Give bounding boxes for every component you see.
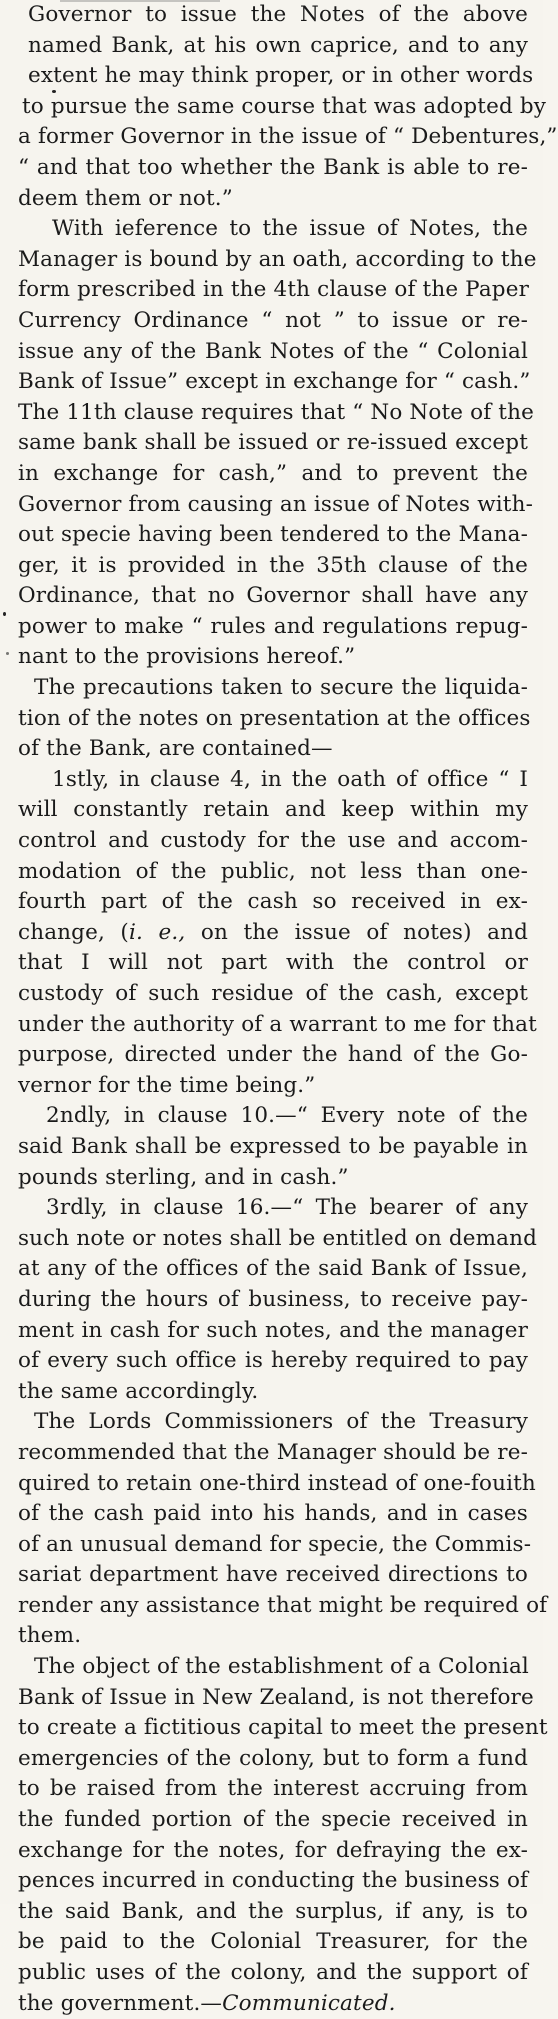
text-line: of an unusual demand for specie, the Commis- xyxy=(18,1531,532,1557)
text-line: said Bank shall be expressed to be payable in xyxy=(18,1133,528,1159)
text-line: ger, it is provided in the 35th clause of the xyxy=(18,552,528,578)
text-line: modation of the public, not less than one- xyxy=(18,858,528,884)
text-line: ment in cash for such notes, and the manager xyxy=(18,1317,528,1343)
text-line: the funded portion of the specie received in xyxy=(18,1807,528,1833)
text-line: to be raised from the interest accruing from xyxy=(18,1776,528,1802)
text-line: Governor to issue the Notes of the above xyxy=(28,2,528,27)
text-line: extent he may think proper, or in other words xyxy=(28,63,534,89)
ie-italic: i. e., xyxy=(128,919,186,945)
text-line: the same accordingly. xyxy=(18,1378,259,1404)
text-line: tion of the notes on presentation at the offices xyxy=(18,705,531,731)
text-line: Bank of Issue” except in exchange for “ cash.” xyxy=(18,369,531,395)
text-line: With ieference to the issue of Notes, the xyxy=(52,216,528,242)
text-line: The precautions taken to secure the liquida- xyxy=(34,675,528,701)
text-line: same bank shall be issued or re-issued except xyxy=(18,430,528,456)
text-line: deem them or not.” xyxy=(18,185,233,211)
text-line: Ordinance, that no Governor shall have any xyxy=(18,583,528,609)
text-line: purpose, directed under the hand of the Go- xyxy=(18,1042,528,1068)
text-line: them. xyxy=(18,1623,82,1649)
text-line: recommended that the Manager should be re- xyxy=(18,1439,528,1465)
text-line: 1stly, in clause 4, in the oath of office “ I xyxy=(52,766,528,792)
text-line: The object of the establishment of a Colonial xyxy=(34,1654,529,1680)
text-line: custody of such residue of the cash, except xyxy=(18,981,528,1006)
text-line: form prescribed in the 4th clause of the Paper xyxy=(18,277,530,303)
text-line: sariat department have received directions to xyxy=(18,1562,528,1588)
text-line: “ and that too whether the Bank is able to re- xyxy=(18,154,528,180)
text-line: pounds sterling, and in cash.” xyxy=(18,1164,349,1190)
text-line: Currency Ordinance “ not ” to issue or re- xyxy=(18,307,528,333)
text-line: public uses of the colony, and the support of xyxy=(18,1960,528,1985)
text-line: that I will not part with the control or xyxy=(18,950,528,976)
final-line-text: the government.— xyxy=(18,1990,223,2016)
text-line: render any assistance that might be required of xyxy=(18,1592,548,1618)
text-line: of every such office is hereby required to pay xyxy=(18,1348,528,1374)
text-line: of the Bank, are contained— xyxy=(18,736,333,762)
text-line-final xyxy=(18,1989,528,2019)
text-line: during the hours of business, to receive pay- xyxy=(18,1286,528,1312)
text-line: issue any of the Bank Notes of the “ Colonial xyxy=(18,338,528,364)
text-line-italic-ie: change, (i. e., on the issue of notes) and xyxy=(18,919,528,945)
text-line: vernor for the time being.” xyxy=(18,1072,316,1098)
text-line: a former Governor in the issue of “ Debentures,” xyxy=(18,124,558,150)
text-line: such note or notes shall be entitled on demand xyxy=(18,1225,538,1251)
text-line: control and custody for the use and accom- xyxy=(18,828,528,854)
text-line: under the authority of a warrant to me for that xyxy=(18,1011,537,1037)
text-line: the said Bank, and the surplus, if any, is to xyxy=(18,1898,528,1924)
text-line: The Lords Commissioners of the Treasury xyxy=(34,1409,528,1435)
print-speck xyxy=(6,652,9,655)
text-line: to pursue the same course that was adopted by xyxy=(22,93,547,119)
text-line: fourth part of the cash so received in ex- xyxy=(18,889,528,915)
text-line: will constantly retain and keep within my xyxy=(18,797,528,823)
text-line: emergencies of the colony, but to form a fund xyxy=(18,1745,528,1771)
text-line: Manager is bound by an oath, according to the xyxy=(18,246,537,272)
text-line: at any of the offices of the said Bank of Issue, xyxy=(18,1256,528,1282)
text-line: quired to retain one-third instead of one-fouith xyxy=(18,1470,536,1496)
text-line: out specie having been tendered to the Mana- xyxy=(18,522,528,548)
print-speck xyxy=(3,612,6,616)
text-line: 2ndly, in clause 10.—“ Every note of the xyxy=(46,1103,528,1129)
text-line: in exchange for cash,” and to prevent the xyxy=(18,460,528,486)
text-line: 3rdly, in clause 16.—“ The bearer of any xyxy=(46,1195,528,1221)
text-line: be paid to the Colonial Treasurer, for the xyxy=(18,1929,528,1955)
text-line: Governor from causing an issue of Notes with- xyxy=(18,491,533,517)
article-column xyxy=(18,0,558,2019)
signature: Communicated. xyxy=(222,1990,396,2016)
text-line: power to make “ rules and regulations repug- xyxy=(18,613,528,639)
text-line: The 11th clause requires that “ No Note of the xyxy=(18,399,534,425)
text-line: Bank of Issue in New Zealand, is not therefore xyxy=(18,1684,534,1710)
text-line: named Bank, at his own caprice, and to any xyxy=(28,32,528,58)
text-line: of the cash paid into his hands, and in cases xyxy=(18,1501,528,1527)
text-line: nant to the provisions hereof.” xyxy=(18,644,356,670)
text-line: to create a fictitious capital to meet the present xyxy=(18,1715,548,1741)
print-speck xyxy=(52,90,56,93)
text-line: pences incurred in conducting the business of xyxy=(18,1868,529,1894)
text-line: exchange for the notes, for defraying the ex- xyxy=(18,1837,528,1863)
